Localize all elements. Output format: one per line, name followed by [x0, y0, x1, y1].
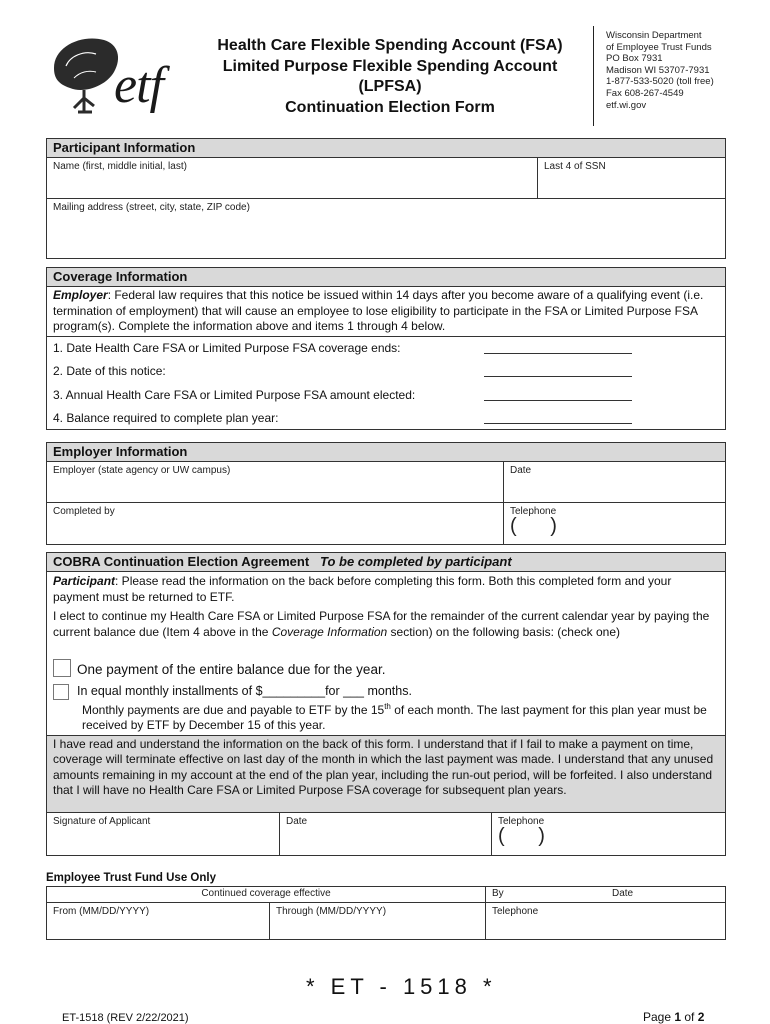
monthly-checkbox[interactable] — [53, 684, 69, 700]
employer-notice — [47, 287, 725, 338]
through-date-field[interactable] — [269, 902, 485, 939]
through-date-label: Through (MM/DD/YYYY) — [276, 906, 387, 917]
election-text-1: I elect to continue my Health Care FSA or Limited Purpose FSA for the remainder of the current calendar year by paying the current balance due (Item 4 above in the — [53, 609, 710, 639]
ssn-label: Last 4 of SSN — [544, 161, 606, 172]
cobra-heading-text: COBRA Continuation Election Agreement — [53, 554, 310, 569]
page-of: of — [681, 1010, 698, 1024]
employer-date-field[interactable] — [503, 462, 725, 502]
agency-line: Madison WI 53707-7931 — [606, 64, 710, 76]
participant-lead: Participant — [53, 574, 116, 588]
participant-instructions — [47, 572, 725, 606]
signature-field[interactable] — [47, 813, 279, 855]
employer-agency-field[interactable] — [47, 462, 503, 502]
coverage-section — [46, 267, 726, 430]
completed-by-label: Completed by — [53, 506, 115, 517]
employer-telephone-label: Telephone — [510, 506, 557, 517]
title-line-2: Limited Purpose Flexible Spending Account — [222, 57, 558, 75]
participant-section — [46, 138, 726, 259]
lump-sum-option: One payment of the entire balance due for the year. — [77, 662, 386, 677]
employer-heading: Employer Information — [47, 443, 725, 462]
continued-coverage-label: Continued coverage effective — [201, 888, 331, 899]
signature-date-label: Date — [286, 816, 308, 827]
coverage-item-3: 3. Annual Health Care FSA or Limited Purpose FSA amount elected: — [53, 388, 416, 402]
page-indicator — [643, 1010, 704, 1024]
cobra-heading-note: To be completed by participant — [320, 554, 512, 569]
agency-line: Fax 608-267-4549 — [606, 87, 684, 99]
coverage-item-4: 4. Balance required to complete plan year: — [53, 411, 279, 425]
title-line-3: (LPFSA) — [358, 78, 422, 95]
monthly-text-1: Monthly payments are due and payable to ETF by the 15 — [82, 703, 385, 717]
etf-date-label: Date — [612, 888, 634, 899]
title-line-4: Continuation Election Form — [285, 98, 495, 116]
etf-telephone-field[interactable] — [485, 902, 725, 939]
barcode-text: * ET - 1518 * — [306, 974, 497, 999]
agency-contact — [606, 30, 714, 111]
coverage-end-date-input[interactable] — [484, 353, 632, 354]
completed-by-field[interactable] — [47, 502, 503, 544]
election-statement — [47, 606, 725, 641]
etf-logo — [44, 28, 184, 120]
signature-date-field[interactable] — [279, 813, 491, 855]
address-label: Mailing address (street, city, state, ZIP code) — [53, 202, 250, 213]
from-date-field[interactable] — [47, 902, 269, 939]
header-divider — [593, 26, 594, 126]
employer-telephone-field[interactable] — [503, 502, 725, 544]
title-line-1: Health Care Flexible Spending Account (FSA) — [217, 37, 563, 54]
acknowledgment-box: I have read and understand the information on the back of this form. I understand that if I fail to make a payment on time, coverage will terminate effective on last day of the month in which the last payment was made. I understand that any unused amounts remaining in my account at the end of the plan year, including the run-out period, will be forfeited. I also understand that I will have no Health Care FSA or Limited Purpose FSA coverage for subsequent plan years. — [47, 735, 725, 813]
election-text-italic: Coverage Information — [271, 624, 388, 639]
etf-use-heading: Employee Trust Fund Use Only — [46, 872, 216, 884]
page-prefix: Page — [643, 1010, 675, 1024]
by-date-header — [485, 887, 725, 902]
monthly-option: In equal monthly installments of $_________for ___ months. — [77, 684, 412, 698]
form-title — [190, 36, 590, 118]
form-number: ET-1518 (REV 2/22/2021) — [62, 1012, 189, 1024]
balance-input[interactable] — [484, 423, 632, 424]
name-field[interactable] — [47, 158, 537, 198]
participant-instructions-text: : Please read the information on the back before completing this form. Both this completed form and your payment must be returned to ETF. — [53, 574, 672, 604]
coverage-item-2: 2. Date of this notice: — [53, 364, 166, 378]
monthly-text-2: of each month. The last payment for this plan year must be received by ETF by December 15 of this year. — [82, 703, 707, 732]
annual-amount-input[interactable] — [484, 400, 632, 401]
notice-date-input[interactable] — [484, 376, 632, 377]
by-label: By — [492, 888, 504, 899]
area-code-parens: ( ) — [498, 825, 559, 847]
etf-telephone-label: Telephone — [492, 906, 539, 917]
cobra-heading — [47, 553, 725, 572]
coverage-divider — [47, 336, 725, 337]
signature-label: Signature of Applicant — [53, 816, 151, 827]
participant-telephone-label: Telephone — [498, 816, 545, 827]
monthly-sup: th — [384, 702, 391, 711]
employer-section — [46, 442, 726, 545]
coverage-item-1: 1. Date Health Care FSA or Limited Purpose FSA coverage ends: — [53, 341, 401, 355]
ssn-field[interactable] — [537, 158, 725, 198]
participant-heading: Participant Information — [47, 139, 725, 158]
logo-text: etf — [114, 57, 163, 114]
name-label: Name (first, middle initial, last) — [53, 161, 187, 172]
agency-line: Wisconsin Department — [606, 30, 702, 41]
employer-agency-label: Employer (state agency or UW campus) — [53, 465, 231, 476]
address-field[interactable] — [47, 198, 725, 258]
etf-use-section — [46, 886, 726, 940]
agency-line: etf.wi.gov — [606, 99, 647, 111]
monthly-terms — [82, 700, 722, 732]
employer-date-label: Date — [510, 465, 532, 476]
coverage-heading: Coverage Information — [47, 268, 725, 287]
cobra-section — [46, 552, 726, 856]
page-total: 2 — [697, 1010, 705, 1024]
agency-line: 1-877-533-5020 (toll free) — [606, 76, 714, 88]
page-number: 1 — [674, 1010, 682, 1024]
election-text-2: section) on the following basis: (check one) — [387, 624, 621, 639]
agency-line: PO Box 7931 — [606, 53, 663, 65]
area-code-parens: ( ) — [510, 515, 571, 537]
from-date-label: From (MM/DD/YYYY) — [53, 906, 150, 917]
employer-notice-text: : Federal law requires that this notice be issued within 14 days after you become aware of a qualifying event (i.e. termination of employment) that will cause an employee to lose eligibility to participate in the FSA or Limited Purpose FSA program(s). Complete the information above and items 1 through 4 below. — [53, 288, 704, 334]
employer-lead: Employer — [53, 288, 108, 302]
lump-sum-checkbox[interactable] — [53, 659, 71, 677]
agency-line: of Employee Trust Funds — [606, 41, 712, 53]
participant-telephone-field[interactable] — [491, 813, 725, 855]
